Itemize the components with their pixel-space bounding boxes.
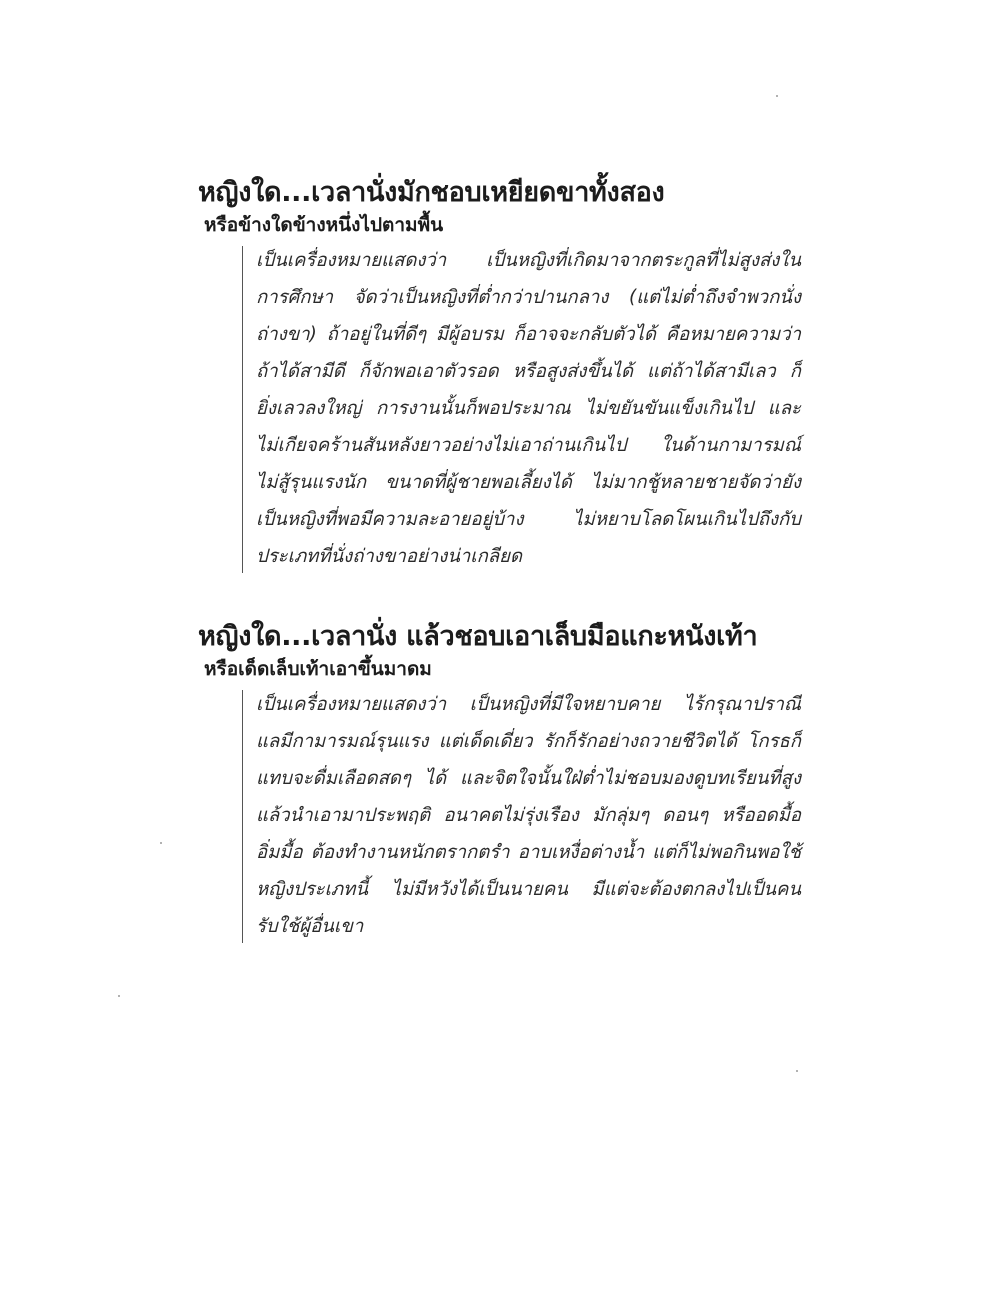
section-body (242, 242, 818, 575)
body-line: ไม่สู้รุนแรงนัก ขนาดที่ผู้ชายพอเลี้ยงได้ ไม่มากชู้หลายชายจัดว่ายัง (256, 472, 801, 493)
scan-speck (118, 995, 120, 997)
section-heading: หญิงใด...เวลานั่ง แล้วชอบเอาเล็บมือแกะหนังเท้า (198, 621, 758, 652)
body-line: เป็นเครื่องหมายแสดงว่า เป็นหญิงที่มีใจหยาบคาย ไร้กรุณาปราณี (256, 694, 801, 715)
body-line: ไม่เกียจคร้านสันหลังยาวอย่างไม่เอาถ่านเกินไป ในด้านกามารมณ์ (256, 435, 801, 456)
margin-rule (242, 690, 243, 943)
body-line: การศึกษา จัดว่าเป็นหญิงที่ต่ำกว่าปานกลาง (แต่ไม่ต่ำถึงจำพวกนั่ง (256, 287, 801, 308)
body-line: แล้วนำเอามาประพฤติ อนาคตไม่รุ่งเรือง มักลุ่มๆ ดอนๆ หรืออดมื้อ (256, 805, 801, 826)
body-line: แลมีกามารมณ์รุนแรง แต่เด็ดเดี่ยว รักก็รักอย่างถวายชีวิตได้ โกรธก็ (256, 731, 801, 752)
scan-speck (160, 842, 162, 844)
body-line: รับใช้ผู้อื่นเขา (256, 916, 364, 937)
scan-speck (796, 1070, 798, 1072)
section-subheading: หรือเด็ดเล็บเท้าเอาขึ้นมาดม (204, 658, 432, 680)
section-heading: หญิงใด...เวลานั่งมักชอบเหยียดขาทั้งสอง (198, 177, 665, 208)
body-line: ถ้าได้สามีดี ก็จักพอเอาตัวรอด หรือสูงส่งขึ้นได้ แต่ถ้าได้สามีเลว ก็ (256, 361, 801, 382)
scan-speck (776, 95, 778, 97)
section-subheading: หรือข้างใดข้างหนึ่งไปตามพื้น (204, 214, 444, 236)
body-line: ประเภทที่นั่งถ่างขาอย่างน่าเกลียด (256, 546, 522, 567)
section-body (242, 686, 818, 945)
body-line: ถ่างขา) ถ้าอยู่ในที่ดีๆ มีผู้อบรม ก็อาจจะกลับตัวได้ คือหมายความว่า (256, 324, 801, 345)
margin-rule (242, 246, 243, 573)
body-line: แทบจะดื่มเลือดสดๆ ได้ และจิตใจนั้นใฝ่ต่ำไม่ชอบมองดูบทเรียนที่สูง (256, 768, 801, 789)
body-line: อิ่มมื้อ ต้องทำงานหนักตรากตรำ อาบเหงื่อต่างน้ำ แต่ก็ไม่พอกินพอใช้ (256, 842, 801, 863)
body-line: ยิ่งเลวลงใหญ่ การงานนั้นก็พอประมาณ ไม่ขยันขันแข็งเกินไป และ (256, 398, 801, 419)
body-line: หญิงประเภทนี้ ไม่มีหวังได้เป็นนายคน มีแต่จะต้องตกลงไปเป็นคน (256, 879, 801, 900)
section-2 (198, 620, 818, 945)
section-1 (198, 176, 818, 575)
body-line: เป็นหญิงที่พอมีความละอายอยู่บ้าง ไม่หยาบโลดโผนเกินไปถึงกับ (256, 509, 801, 530)
body-line: เป็นเครื่องหมายแสดงว่า เป็นหญิงที่เกิดมาจากตระกูลที่ไม่สูงส่งใน (256, 250, 801, 271)
